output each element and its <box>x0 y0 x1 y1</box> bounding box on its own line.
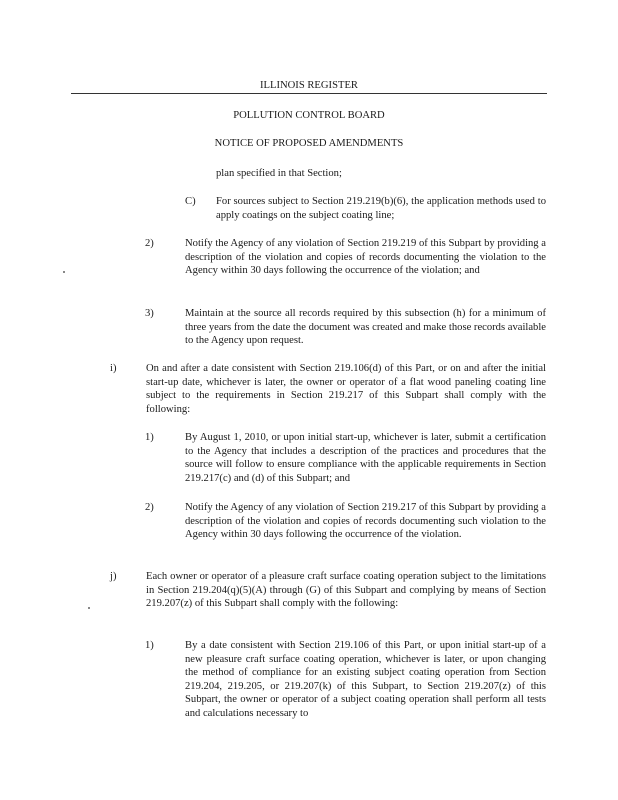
continuation-text: plan specified in that Section; <box>216 168 342 179</box>
item-3-label: 3) <box>145 308 154 319</box>
item-j-text: Each owner or operator of a pleasure craft surface coating operation subject to the limitations in Section 219.204(q)(5)(A) through (G) of this Subpart and complying by means of Section 219.207(z) of this Subpart shall comply with the following: <box>146 571 546 610</box>
agency-name: POLLUTION CONTROL BOARD <box>233 110 385 121</box>
item-j1-text: By a date consistent with Section 219.106 of this Part, or upon initial start-up of a new pleasure craft surface coating operation, whichever is later, or upon changing the method of compliance for an existing subject coating operation from Section 219.204, 219.205, or 219.207(k) of this Subpart, to Section 219.207(z) of this Subpart, the owner or operator of a subject coating operation shall perform all tests and calculations necessary to <box>185 640 546 719</box>
item-i-text: On and after a date consistent with Section 219.106(d) of this Part, or on and after the initial start-up date, whichever is later, the owner or operator of a flat wood paneling coating line subject to the requirements in Section 219.217 of this Subpart shall comply with the following: <box>146 363 546 415</box>
register-title: ILLINOIS REGISTER <box>260 80 358 91</box>
item-3-text: Maintain at the source all records required by this subsection (h) for a minimum of three years from the date the document was created and make those records available to the Agency upon request. <box>185 308 546 347</box>
header-rule <box>71 93 547 94</box>
item-c-label: C) <box>185 196 196 207</box>
scan-speck <box>88 607 90 609</box>
item-i1-text: By August 1, 2010, or upon initial start-up, whichever is later, submit a certification to the Agency that includes a description of the practices and procedures that the source will follow to ensure compliance with the applicable requirements in Section 219.217(c) and (d) of this Subpart; and <box>185 432 546 484</box>
item-j-label: j) <box>110 571 117 582</box>
item-2-text: Notify the Agency of any violation of Section 219.219 of this Subpart by providing a description of the violation and copies of records documenting the violation to the Agency within 30 days following the occurrence of the violation; and <box>185 238 546 277</box>
item-c-text: For sources subject to Section 219.219(b)(6), the application methods used to apply coatings on the subject coating line; <box>216 196 546 221</box>
scan-speck <box>63 271 65 273</box>
item-i2-text: Notify the Agency of any violation of Section 219.217 of this Subpart by providing a description of the violation and copies of records documenting such violation to the Agency within 30 days following the occurrence of the violation. <box>185 502 546 541</box>
item-j1-label: 1) <box>145 640 154 651</box>
item-2-label: 2) <box>145 238 154 249</box>
item-i2-label: 2) <box>145 502 154 513</box>
item-i1-label: 1) <box>145 432 154 443</box>
notice-title: NOTICE OF PROPOSED AMENDMENTS <box>214 138 404 149</box>
item-i-label: i) <box>110 363 117 374</box>
